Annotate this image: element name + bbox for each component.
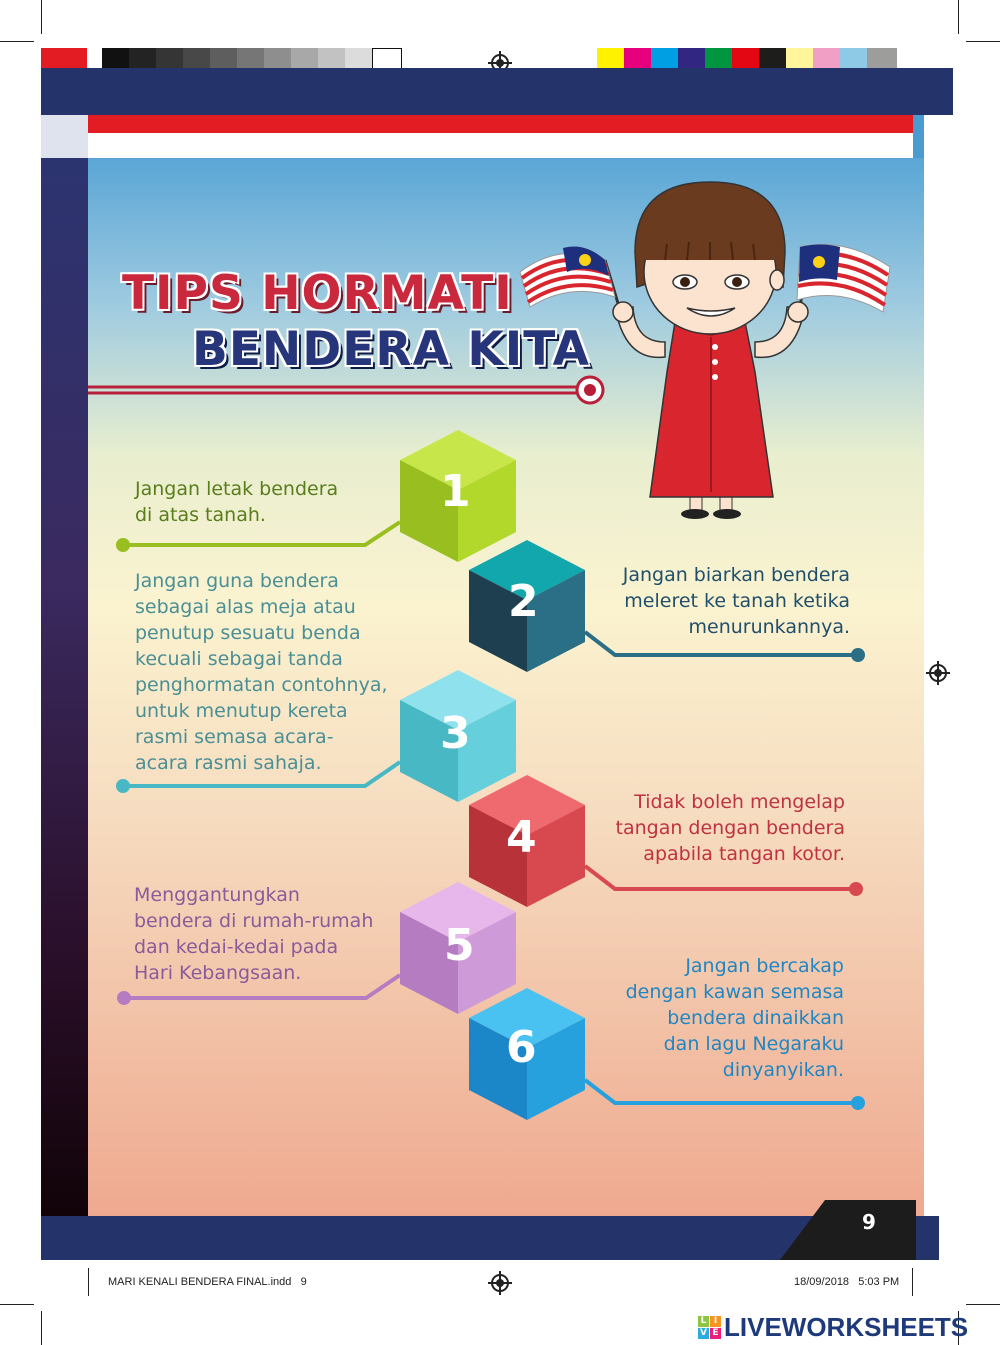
tip-text-4: Tidak boleh mengelap tangan dengan bendera apabila tangan kotor. xyxy=(615,791,845,865)
tip-text-2: Jangan biarkan bendera meleret ke tanah ketika menurunkannya. xyxy=(622,564,850,638)
tip-number-5: 5 xyxy=(444,920,475,971)
page-number: 9 xyxy=(862,1210,876,1234)
footer-date: 18/09/2018 5:03 PM xyxy=(794,1276,900,1288)
live-logo-icon: L I V E xyxy=(698,1316,721,1339)
tip-number-3: 3 xyxy=(440,708,471,759)
title-line-1: TIPS HORMATI xyxy=(122,266,513,321)
title-line-2: BENDERA KITA xyxy=(192,322,591,377)
tip-text-3: Jangan guna bendera sebagai alas meja atau penutup sesuatu benda kecuali sebagai tanda penghormatan contohnya, untuk menutup kereta rasmi semasa acara- acara rasmi sahaja. xyxy=(135,570,388,774)
footer-filename: MARI KENALI BENDERA FINAL.indd 9 xyxy=(108,1276,307,1288)
tip-number-2: 2 xyxy=(508,576,539,627)
tip-text-1: Jangan letak bendera di atas tanah. xyxy=(135,478,339,526)
tip-number-4: 4 xyxy=(506,812,537,863)
liveworksheets-text: LIVEWORKSHEETS xyxy=(724,1311,969,1342)
tip-number-6: 6 xyxy=(506,1022,537,1073)
tip-text-5: Menggantungkan bendera di rumah-rumah dan kedai-kedai pada Hari Kebangsaan. xyxy=(134,884,374,984)
tip-number-1: 1 xyxy=(440,466,471,517)
tip-text-6: Jangan bercakap dengan kawan semasa bendera dinaikkan dan lagu Negaraku dinyanyikan. xyxy=(625,955,844,1081)
page-number-tab xyxy=(780,1200,916,1260)
liveworksheets-logo xyxy=(698,1312,968,1342)
